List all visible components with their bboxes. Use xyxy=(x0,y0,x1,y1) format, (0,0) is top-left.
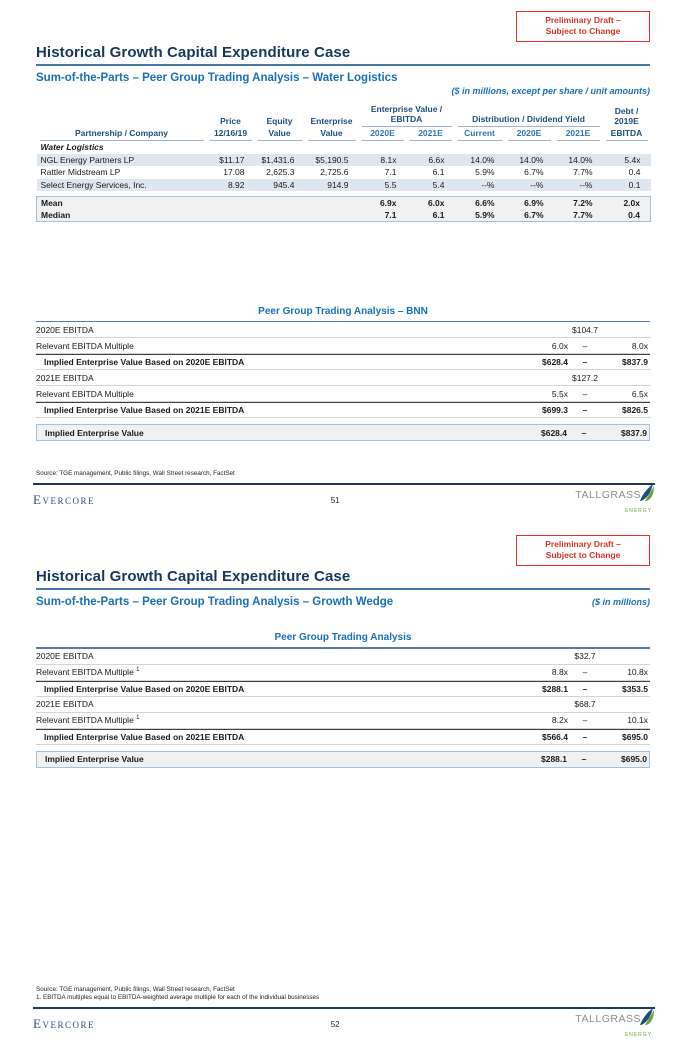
page-footer xyxy=(33,986,655,1036)
footnote: 1. EBITDA multiples equal to EBITDA-weighted average multiple for each of the individual businesses xyxy=(36,994,320,1002)
page-footer xyxy=(33,470,655,512)
table-row: 2021E EBITDA $127.2 xyxy=(36,370,650,386)
col-dist-2020: 2020E xyxy=(508,128,551,141)
section-subtitle: Sum-of-the-Parts – Peer Group Trading Analysis – Growth Wedge xyxy=(36,596,394,608)
table-row: Rattler Midstream LP 17.08 2,625.3 2,725.6 7.1 6.1 5.9% 6.7% 7.7% 0.4 xyxy=(40,167,641,178)
col-debt-top: Debt / 2019E xyxy=(614,106,639,126)
header-row-2 xyxy=(37,127,651,141)
col-ev-value: Value xyxy=(308,128,356,141)
bnn-trading-table xyxy=(36,306,650,442)
col-debt-ebitda: EBITDA xyxy=(606,128,648,141)
col-equity-top: Equity xyxy=(266,116,293,126)
tallgrass-logo xyxy=(575,484,655,516)
tallgrass-logo xyxy=(575,1008,655,1040)
table-row: Select Energy Services, Inc. 8.92 945.4 914.9 5.5 5.4 --% --% --% 0.1 xyxy=(37,179,651,192)
section-label: Water Logistics xyxy=(40,142,104,153)
footnote-marker: 1 xyxy=(136,667,140,674)
units-note: ($ in millions) xyxy=(591,597,650,607)
col-price-date: 12/16/19 xyxy=(210,128,252,141)
peer-group-table xyxy=(36,103,651,222)
page-number: 52 xyxy=(330,1019,340,1029)
evercore-logo: Evercore xyxy=(33,492,95,507)
page-title: Historical Growth Capital Expenditure Case xyxy=(36,568,351,585)
preliminary-draft-stamp xyxy=(516,535,650,566)
source-note: Source: TGE management, Public filings, Wall Street research, FactSet xyxy=(36,985,235,993)
col-dist-2021: 2021E xyxy=(557,128,600,141)
group-dist-yield: Distribution / Dividend Yield xyxy=(458,114,600,127)
col-price-top: Price xyxy=(220,116,241,126)
table-title: Peer Group Trading Analysis xyxy=(274,632,412,643)
tallgrass-logo-text: TALLGRASS xyxy=(575,1012,641,1025)
col-equity-value: Value xyxy=(258,128,302,141)
tallgrass-energy-text: ENERGY xyxy=(624,508,652,514)
table-row: 2020E EBITDA $104.7 xyxy=(36,322,650,338)
table-row: NGL Energy Partners LP $11.17 $1,431.6 $5,190.5 8.1x 6.6x 14.0% 14.0% 14.0% 5.4x xyxy=(37,154,651,167)
draft-line2: Subject to Change xyxy=(545,550,621,561)
tallgrass-energy-text: ENERGY xyxy=(624,1032,652,1038)
implied-value-row: Implied Enterprise Value Based on 2020E EBITDA $288.1 – $353.5 xyxy=(36,681,650,697)
preliminary-draft-stamp xyxy=(516,11,650,42)
evercore-logo: Evercore xyxy=(33,1016,95,1031)
implied-value-row: Implied Enterprise Value Based on 2021E EBITDA $566.4 – $695.0 xyxy=(36,729,650,745)
median-row: Median 7.1 6.1 5.9% 6.7% 7.7% 0.4 xyxy=(37,209,651,222)
table-row: Relevant EBITDA Multiple 6.0x – 8.0x xyxy=(36,338,650,354)
footer-rule xyxy=(33,483,655,485)
group-ev-ebitda: Enterprise Value / EBITDA xyxy=(362,104,452,127)
growth-wedge-trading-table xyxy=(36,632,650,768)
footnote-marker: 1 xyxy=(136,715,140,722)
implied-enterprise-value-total: Implied Enterprise Value $288.1 – $695.0 xyxy=(36,751,650,768)
implied-value-row: Implied Enterprise Value Based on 2020E EBITDA $628.4 – $837.9 xyxy=(36,354,650,370)
tallgrass-logo-text: TALLGRASS xyxy=(575,488,641,501)
draft-line1: Preliminary Draft – xyxy=(545,539,621,549)
page-number: 51 xyxy=(330,495,340,505)
draft-line2: Subject to Change xyxy=(545,26,621,37)
col-dist-current: Current xyxy=(458,128,502,141)
header-row-1 xyxy=(37,103,651,127)
col-company: Partnership / Company xyxy=(40,128,204,141)
implied-value-row: Implied Enterprise Value Based on 2021E EBITDA $699.3 – $826.5 xyxy=(36,402,650,418)
table-row: Relevant EBITDA Multiple $^1$ 8.8x – 10.8x xyxy=(36,665,650,681)
draft-line1: Preliminary Draft – xyxy=(545,15,621,25)
mean-row: Mean 6.9x 6.0x 6.6% 6.9% 7.2% 2.0x xyxy=(37,196,651,209)
page-title: Historical Growth Capital Expenditure Case xyxy=(36,44,351,61)
footer-rule xyxy=(33,1007,655,1009)
title-rule xyxy=(36,588,650,590)
col-ev-top: Enterprise xyxy=(310,116,353,126)
tallgrass-leaf-icon xyxy=(639,484,655,502)
units-note: ($ in millions, except per share / unit amounts) xyxy=(451,86,650,96)
table-row: Relevant EBITDA Multiple $^1$ 8.2x – 10.1x xyxy=(36,713,650,729)
implied-enterprise-value-total: Implied Enterprise Value $628.4 – $837.9 xyxy=(36,424,650,441)
source-note: Source: TGE management, Public filings, Wall Street research, FactSet xyxy=(36,470,235,478)
section-subtitle: Sum-of-the-Parts – Peer Group Trading Analysis – Water Logistics xyxy=(36,72,398,84)
section-row xyxy=(37,141,651,154)
table-row: 2020E EBITDA $32.7 xyxy=(36,649,650,665)
slide-52 xyxy=(0,524,680,1048)
tallgrass-leaf-icon xyxy=(639,1008,655,1026)
col-evx-2020: 2020E xyxy=(362,128,404,141)
bnn-table-title: Peer Group Trading Analysis – BNN xyxy=(258,305,428,317)
table-row: Relevant EBITDA Multiple 5.5x – 6.5x xyxy=(36,386,650,402)
title-rule xyxy=(36,64,650,66)
col-evx-2021: 2021E xyxy=(410,128,452,141)
table-row: 2021E EBITDA $68.7 xyxy=(36,697,650,713)
